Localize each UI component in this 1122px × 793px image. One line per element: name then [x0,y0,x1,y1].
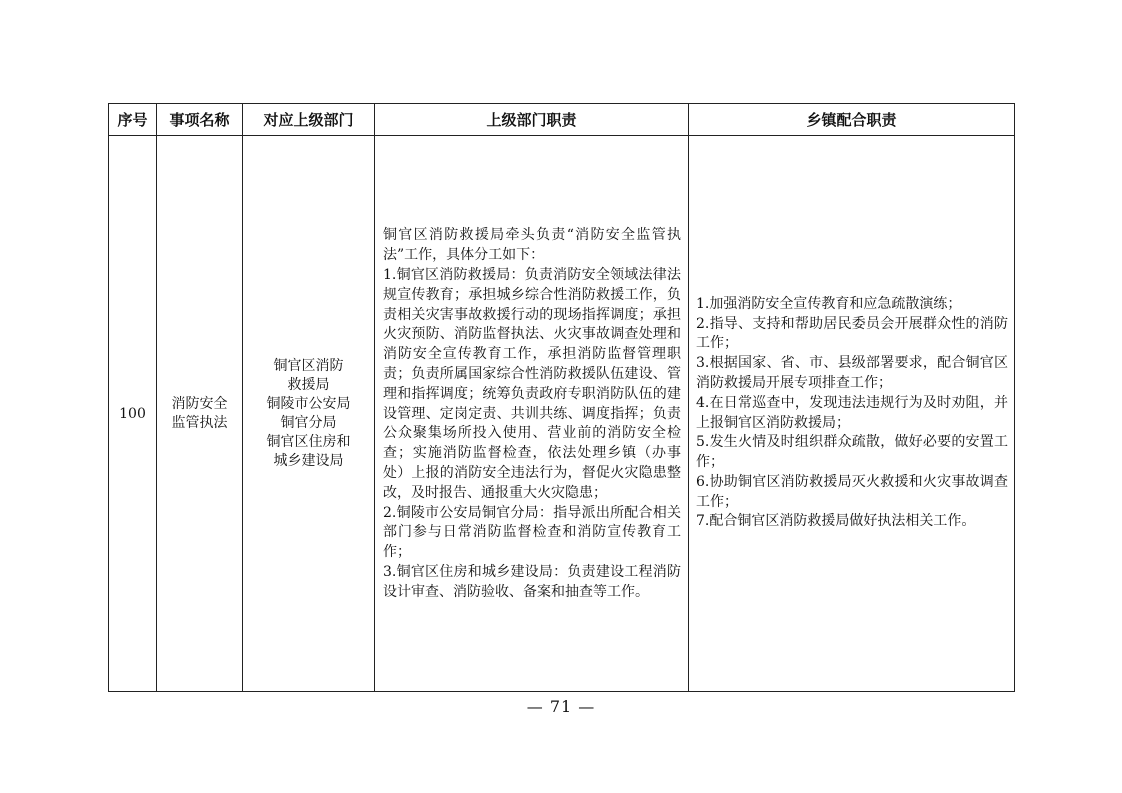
department-line: 铜陵市公安局 [266,395,351,412]
superior-duties-text: 铜官区消防救援局牵头负责“消防安全监管执法”工作，具体分工如下： 1.铜官区消防救援局：负责消防安全领域法律法规宣传教育；承担城乡综合性消防救援工作，负责相关灾害事故救援行动的现场指挥调度；承担火灾预防、消防监督执法、火灾事故调查处理和消防安全宣传教育工作，承担消防监督管理职责；负责所属国家综合性消防救援队伍建设、管理和指挥调度；统筹负责政府专职消防队伍的建设管理、定岗定责、共训共练、调度指挥；负责公众聚集场所投入使用、营业前的消防安全检查；实施消防监督检查，依法处理乡镇（办事处）上报的消防安全违法行为，督促火灾隐患整改，及时报告、通报重大火灾隐患； 2.铜陵市公安局铜官分局：指导派出所配合相关部门参与日常消防监督检查和消防宣传教育工作； 3.铜官区住房和城乡建设局：负责建设工程消防设计审查、消防验收、备案和抽查等工作。 [383,227,681,600]
header-superior-duties: 上级部门职责 [375,104,689,136]
department-line: 救援局 [287,376,330,393]
department-line: 铜官区消防 [273,357,344,374]
table-header-row [109,104,1015,136]
item-name-line: 消防安全 [171,395,228,412]
responsibility-table [108,103,1015,692]
department-line: 铜官分局 [280,414,337,431]
table-row [109,136,1015,692]
row-number: 100 [109,136,157,692]
row-departments [243,136,375,692]
department-line: 铜官区住房和 [266,433,351,450]
department-line: 城乡建设局 [273,452,344,469]
header-township-duties: 乡镇配合职责 [689,104,1015,136]
row-township-duties [689,136,1015,692]
header-department: 对应上级部门 [243,104,375,136]
page-number: — 71 — [526,697,596,716]
header-item-name: 事项名称 [157,104,243,136]
township-duties-text: 1.加强消防安全宣传教育和应急疏散演练； 2.指导、支持和帮助居民委员会开展群众性的消防工作； 3.根据国家、省、市、县级部署要求，配合铜官区消防救援局开展专项排查工作； 4.在日常巡查中，发现违法违规行为及时劝阻，并上报铜官区消防救援局； 5.发生火情及时组织群众疏散，做好必要的安置工作； 6.协助铜官区消防救援局灭火救援和火灾事故调查工作； 7.配合铜官区消防救援局做好执法相关工作。 [696,295,1008,530]
item-name-line: 监管执法 [171,414,228,431]
row-item-name [157,136,243,692]
header-number: 序号 [109,104,157,136]
row-superior-duties [375,136,689,692]
